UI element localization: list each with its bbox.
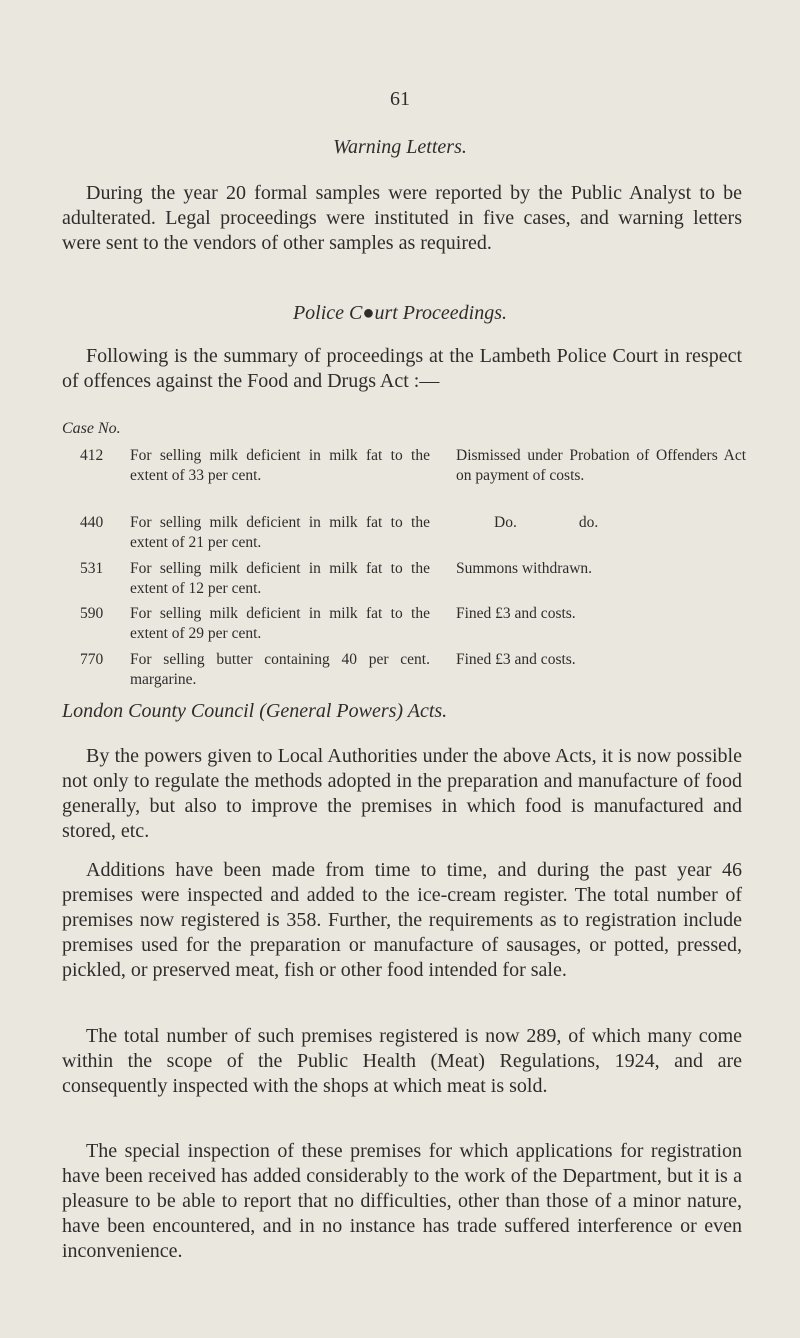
case-result: Do. do. bbox=[494, 514, 599, 531]
case-offence: For selling butter containing 40 per cent. margarine. bbox=[130, 651, 430, 688]
case-number: 590 bbox=[80, 605, 104, 622]
case-result: Dismissed under Probation of Offenders Act on payment of costs. bbox=[456, 447, 746, 484]
case-result: Fined £3 and costs. bbox=[456, 651, 576, 668]
lcc-acts-heading: London County Council (General Powers) Acts. bbox=[62, 700, 448, 722]
lcc-paragraph: Additions have been made from time to time, and during the past year 46 premises were inspected and added to the ice-cream register. The total number of premises now registered is 358. Further, the requirements as to registration include premises used for the preparation or manufacture of sausages, or potted, pressed, pickled, or preserved meat, fish or other food intended for sale. bbox=[62, 859, 742, 981]
case-number: 412 bbox=[80, 447, 104, 464]
case-result: Fined £3 and costs. bbox=[456, 605, 576, 622]
case-offence: For selling milk deficient in milk fat to the extent of 21 per cent. bbox=[130, 514, 430, 551]
case-result: Summons withdrawn. bbox=[456, 560, 593, 577]
police-court-intro: Following is the summary of proceedings at the Lambeth Police Court in respect of offences against the Food and Drugs Act :— bbox=[62, 345, 742, 392]
lcc-paragraph: By the powers given to Local Authorities under the above Acts, it is now possible not only to regulate the methods adopted in the preparation and manufacture of food generally, but also to improve the premises in which food is manufactured and stored, etc. bbox=[62, 745, 742, 842]
warning-letters-paragraph: During the year 20 formal samples were reported by the Public Analyst to be adulterated. Legal proceedings were instituted in five cases, and warning letters were sent to the vendors of other samples as required. bbox=[62, 182, 742, 254]
case-number: 440 bbox=[80, 514, 104, 531]
police-court-heading: Police C●urt Proceedings. bbox=[292, 302, 508, 324]
case-no-label: Case No. bbox=[62, 420, 121, 437]
case-number: 531 bbox=[80, 560, 104, 577]
lcc-paragraph: The total number of such premises registered is now 289, of which many come within the scope of the Public Health (Meat) Regulations, 1924, and are consequently inspected with the shops at which meat is sold. bbox=[62, 1025, 742, 1097]
case-offence: For selling milk deficient in milk fat to the extent of 33 per cent. bbox=[130, 447, 430, 484]
warning-letters-heading: Warning Letters. bbox=[333, 136, 467, 158]
case-offence: For selling milk deficient in milk fat to the extent of 29 per cent. bbox=[130, 605, 430, 642]
case-offence: For selling milk deficient in milk fat to the extent of 12 per cent. bbox=[130, 560, 430, 597]
lcc-paragraph: The special inspection of these premises for which applications for registration have been received has added considerably to the work of the Department, but it is a pleasure to be able to report that no difficulties, other than those of a minor nature, have been encountered, and in no instance has trade suffered interference or even inconvenience. bbox=[62, 1140, 742, 1262]
case-number: 770 bbox=[80, 651, 104, 668]
page-number: 61 bbox=[390, 88, 410, 110]
